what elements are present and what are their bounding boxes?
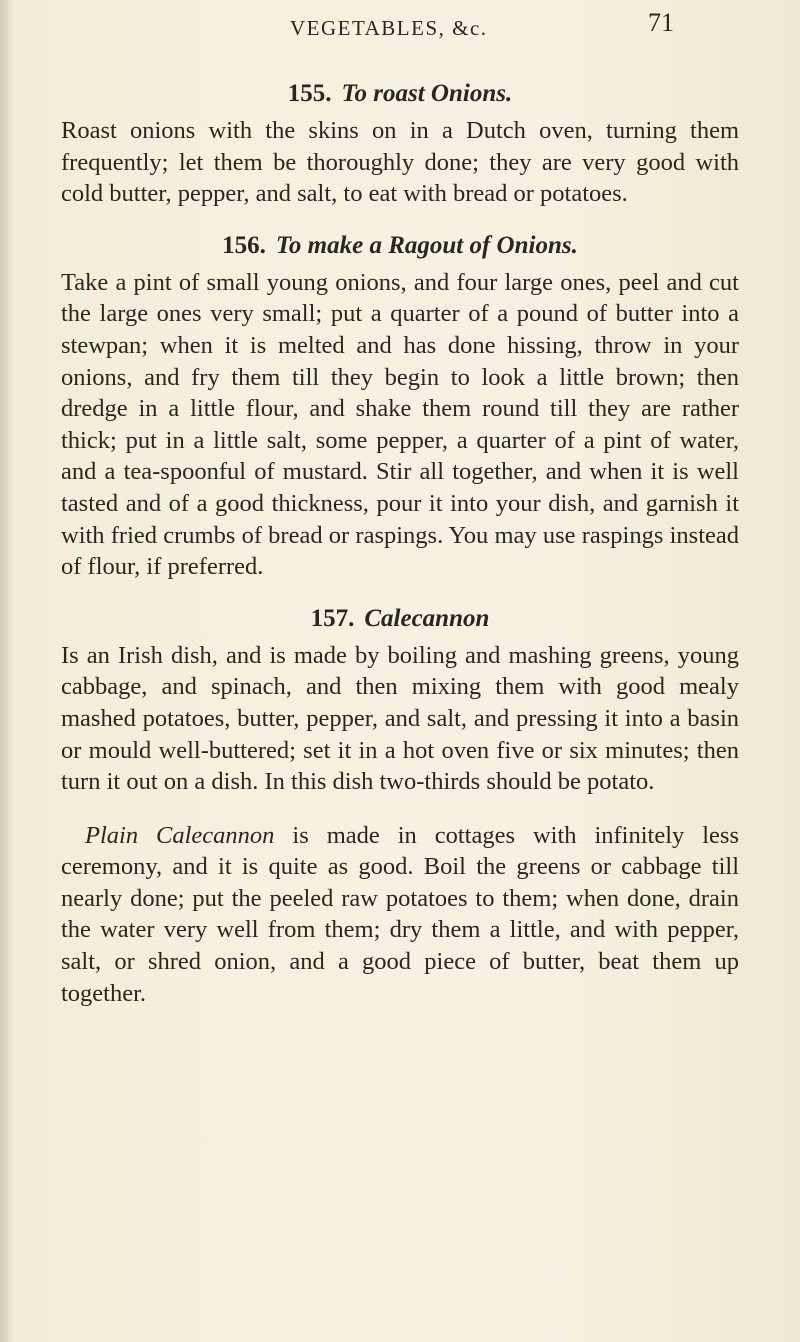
page-gutter-shadow [0,0,14,1342]
recipe-number: 156. [222,231,266,259]
recipe-155 [61,78,739,210]
recipe-heading [61,230,739,262]
recipe-number: 155. [287,80,332,107]
recipe-157 [61,603,739,1010]
recipe-number: 157. [310,604,355,632]
plain-calecannon-paragraph [61,820,739,1010]
recipe-paragraph: Is an Irish dish, and is made by boiling and mashing greens, young cabbage, and spinach, and then mixing them with good mealy mashed potatoes, butter, pepper, and salt, and pressing it into a basin or mould well-buttered; set it in a hot oven five or six minutes; then turn it out on a dish. In this dish two-thirds should be potato. [61,641,739,796]
recipe-paragraph: Roast onions with the skins on in a Dutch oven, turning them frequently; let them be thoroughly done; they are very good with cold butter, pepper, and salt, to eat with bread or potatoes. [61,117,739,208]
plain-calecannon-text: is made in cottages with infinitely less ceremony, and it is quite as good. Boil the greens or cabbage till nearly done; put the peeled raw potatoes to them; when done, drain the water very well from them; dry them a little, and with pepper, salt, or shred onion, and a good piece of butter, beat them up together. [61,821,739,1007]
running-head: VEGETABLES, &c. [290,16,488,40]
recipe-heading [61,78,739,110]
recipe-title: Calecannon [364,604,490,632]
plain-calecannon-lead: Plain Calecannon [85,821,275,849]
recipe-156 [61,230,739,583]
recipe-title: To roast Onions. [341,80,513,107]
page-number: 71 [648,8,674,37]
recipe-title: To make a Ragout of Onions. [275,231,578,259]
recipe-heading [61,603,739,635]
page-content [61,78,739,1009]
recipe-paragraph: Take a pint of small young onions, and four large ones, peel and cut the large ones very small; put a quarter of a pound of butter into a stewpan; when it is melted and has done hissing, throw in your onions, and fry them till they begin to look a little brown; then dredge in a little flour, and shake them round till they are rather thick; put in a little salt, some pepper, a quarter of a pint of water, and a tea-spoonful of mustard. Stir all together, and when it is well tasted and of a good thickness, pour it into your dish, and garnish it with fried crumbs of bread or raspings. You may use raspings instead of flour, if preferred. [61,268,739,581]
